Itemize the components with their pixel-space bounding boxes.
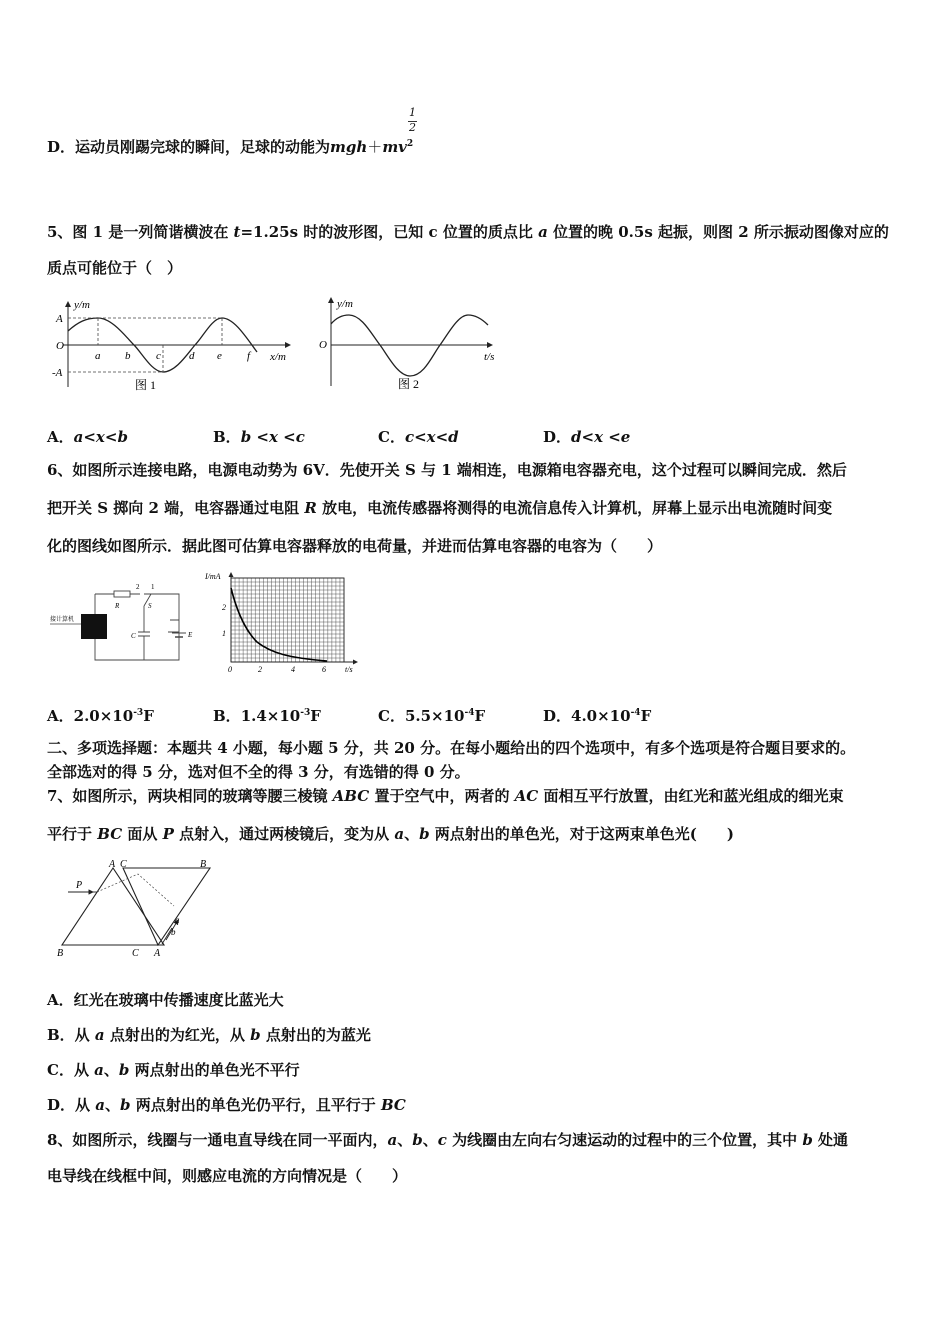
graph-xtick-4: 4 (291, 665, 295, 674)
prism-label-b2: B (200, 859, 207, 870)
q7-line1-run: AC (514, 787, 539, 805)
q6-line2-r: R (304, 499, 317, 517)
prism-label-a1: A (109, 859, 116, 870)
q6-option-c (378, 703, 485, 726)
q5-figure-1 (50, 292, 305, 394)
q4-frac-num: 1 (409, 106, 416, 119)
q5-line1-run: 位置的晚 0.5s 起振，则图 2 所示振动图像对应的 (547, 223, 889, 241)
option-letter: D． (543, 428, 572, 446)
q7-option-d-run: a (95, 1096, 105, 1114)
option-exponent: -3 (133, 708, 144, 718)
q7-prism-figure (50, 856, 220, 960)
q6-option-b (213, 703, 321, 726)
fig1-point-d: d (189, 350, 195, 362)
fig1-point-a: a (95, 350, 101, 362)
q7-option-b-run: 点射出的为红光，从 (104, 1026, 251, 1044)
section2-line2: 全部选对的得 5 分，选对但不全的得 3 分，有选错的得 0 分。 (47, 763, 470, 781)
q7-option-b-run: b (250, 1026, 261, 1044)
q4-option-d-plus: ＋ (367, 138, 383, 156)
fig2-caption: 图 2 (398, 377, 420, 391)
graph-xtick-2: 2 (258, 665, 262, 674)
graph-ytick-2: 2 (222, 603, 226, 612)
option-letter: A． (47, 707, 74, 725)
option-letter: B． (213, 428, 241, 446)
graph-xtick-0: 0 (228, 665, 232, 674)
fig1-caption: 图 1 (135, 378, 157, 392)
q6-option-a (47, 703, 154, 726)
q7-option-c-run: C．从 (47, 1061, 95, 1079)
q5-figure-2 (314, 290, 504, 394)
option-unit: F (640, 707, 652, 725)
fig1-origin: O (56, 340, 64, 352)
prism-label-a: a (175, 915, 180, 925)
q5-line2: 质点可能位于（ ） (47, 259, 183, 277)
option-text: c<x<d (404, 428, 459, 446)
q6-option-d (543, 703, 651, 726)
option-unit: F (310, 707, 321, 725)
prism-label-b1: B (57, 948, 64, 959)
circuit-s-label: S (148, 602, 152, 610)
q5-line1-run: =1.25s 时的波形图，已知 c 位置的质点比 (240, 223, 539, 241)
option-letter: A． (47, 428, 74, 446)
q7-line1 (47, 786, 843, 806)
q7-line2-run: 面从 (122, 825, 163, 843)
circuit-r-label: R (115, 602, 120, 610)
q7-option-a: A．红光在玻璃中传播速度比蓝光大 (47, 991, 284, 1009)
fig1-amp-bottom: -A (52, 367, 63, 379)
circuit-computer-label: 接计算机 (50, 617, 75, 623)
q7-option-d (47, 1095, 406, 1115)
option-exponent: -3 (300, 708, 311, 718)
q8-line1-run: b (802, 1131, 813, 1149)
q7-option-d-run: 、 (104, 1096, 120, 1114)
q7-line2-run: BC (97, 825, 123, 843)
q7-option-d-run: b (119, 1096, 131, 1114)
fig2-ylabel: y/m (337, 298, 353, 310)
q4-option-d-mgh: mgh (330, 138, 368, 156)
circuit-c-label: C (131, 632, 136, 640)
prism-label-c1: C (132, 948, 139, 959)
q5-line1-run: 5、图 1 是一列简谐横波在 (47, 223, 234, 241)
q7-line2 (47, 824, 734, 844)
fig1-point-b: b (125, 350, 131, 362)
q7-line2-run: b (419, 825, 430, 843)
option-letter: B． (213, 707, 241, 725)
q4-option-d-letter: D． (47, 138, 76, 156)
computer-box (81, 614, 107, 639)
q7-line2-run: 点射入，通过两棱镜后，变为从 (173, 825, 395, 843)
q8-line1 (47, 1130, 848, 1150)
q5-line1 (47, 222, 889, 242)
option-letter: C． (378, 428, 405, 446)
q5-option-d (543, 427, 630, 447)
q5-option-c (378, 427, 459, 447)
circuit-wires (95, 594, 179, 660)
q7-option-b-run: 点射出的为蓝光 (260, 1026, 371, 1044)
q7-option-d-run: 两点射出的单色光仍平行，且平行于 (130, 1096, 381, 1114)
circuit-t1-label: 1 (151, 583, 155, 591)
q7-option-d-run: BC (380, 1096, 406, 1114)
fig1-point-e: e (217, 350, 222, 362)
option-unit: F (143, 707, 154, 725)
q6-line1: 6、如图所示连接电路，电源电动势为 6V．先使开关 S 与 1 端相连，电源箱电容器充电，这个过程可以瞬间完成．然后 (47, 461, 847, 479)
fig1-xlabel: x/m (270, 351, 286, 363)
option-mantissa: 4.0×10 (571, 707, 631, 725)
q5-option-b (213, 427, 305, 447)
q8-line1-run: c (437, 1131, 447, 1149)
q7-line1-run: 置于空气中，两者的 (369, 787, 515, 805)
option-text: d<x <e (571, 428, 631, 446)
graph-ytick-1: 1 (222, 629, 226, 638)
graph-xtick-6: 6 (322, 665, 326, 674)
q8-line2: 电导线在线框中间，则感应电流的方向情况是（ ） (47, 1167, 408, 1185)
option-mantissa: 1.4×10 (240, 707, 301, 725)
q7-option-c-run: b (118, 1061, 130, 1079)
q7-option-c-run: 、 (103, 1061, 119, 1079)
fig2-xlabel: t/s (484, 351, 495, 363)
q6-line2-b: 放电，电流传感器将测得的电流信息传入计算机，屏幕上显示出电流随时间变 (316, 499, 833, 517)
q6-line3: 化的图线如图所示．据此图可估算电容器释放的电荷量，并进而估算电容器的电容为（ ） (47, 537, 663, 555)
fig1-point-f: f (247, 350, 251, 362)
q7-line2-run: 两点射出的单色光，对于这两束单色光( ) (429, 825, 734, 843)
q4-frac-den: 2 (409, 121, 416, 134)
q7-option-c (47, 1060, 300, 1080)
q5-option-a (47, 427, 128, 447)
q7-line2-run: a (394, 825, 405, 843)
fig1-ylabel: y/m (74, 299, 90, 311)
fig1-amp-top: A (56, 313, 63, 325)
q7-option-b (47, 1025, 371, 1045)
fig1-point-c: c (156, 350, 161, 362)
q8-line1-run: 、 (422, 1131, 438, 1149)
graph-ylabel: I/mA (205, 572, 221, 581)
q7-line1-run: 7、如图所示，两块相同的玻璃等腰三棱镜 (47, 787, 333, 805)
q8-line1-run: 、 (397, 1131, 413, 1149)
option-exponent: -4 (630, 708, 641, 718)
q8-line1-run: b (412, 1131, 423, 1149)
q7-line2-run: P (162, 825, 174, 843)
q5-line1-run: t (233, 223, 241, 241)
q7-line1-run: 面相互平行放置，由红光和蓝光组成的细光束 (538, 787, 844, 805)
q7-option-c-run: a (94, 1061, 104, 1079)
graph-xlabel: t/s (345, 665, 353, 674)
option-exponent: -4 (464, 708, 475, 718)
prism-label-b: b (171, 927, 176, 937)
fig2-origin: O (319, 339, 327, 351)
q6-graph (205, 568, 365, 680)
q5-line1-run: a (538, 223, 548, 241)
q8-line1-run: a (387, 1131, 398, 1149)
q7-line1-run: ABC (332, 787, 370, 805)
q7-option-d-run: D．从 (47, 1096, 96, 1114)
q8-line1-run: 处通 (812, 1131, 849, 1149)
circuit-e-label: E (188, 631, 193, 639)
q6-circuit (48, 580, 208, 670)
option-unit: F (474, 707, 486, 725)
circuit-t2-label: 2 (136, 583, 140, 591)
option-letter: C． (378, 707, 405, 725)
section2-line1: 二、多项选择题：本题共 4 小题，每小题 5 分，共 20 分。在每小题给出的四个选项中，有多个选项是符合题目要求的。 (47, 739, 856, 757)
q4-option-d-mv: mv (382, 138, 407, 156)
prism-label-p: P (76, 880, 83, 891)
prism-label-c2: C (120, 859, 127, 870)
q7-option-b-run: a (94, 1026, 105, 1044)
q4-option-d-text: 运动员刚踢完球的瞬间，足球的动能为 (75, 138, 331, 156)
option-text: a<x<b (73, 428, 128, 446)
resistor (114, 591, 130, 597)
prism-right (123, 868, 210, 945)
q4-option-d-sup: 2 (406, 139, 414, 149)
q8-line1-run: 8、如图所示，线圈与一通电直导线在同一平面内， (47, 1131, 388, 1149)
q7-line2-run: 、 (404, 825, 420, 843)
q6-line2-a: 把开关 S 掷向 2 端，电容器通过电阻 (47, 499, 305, 517)
q4-option-d (47, 134, 413, 157)
q8-line1-run: 为线圈由左向右匀速运动的过程中的三个位置，其中 (446, 1131, 803, 1149)
prism-label-a2: A (154, 948, 161, 959)
q6-line2 (47, 498, 832, 518)
option-mantissa: 2.0×10 (73, 707, 134, 725)
option-mantissa: 5.5×10 (404, 707, 465, 725)
q7-line2-run: 平行于 (47, 825, 98, 843)
q7-option-c-run: 两点射出的单色光不平行 (129, 1061, 300, 1079)
option-text: b <x <c (240, 428, 305, 446)
q7-option-b-run: B．从 (47, 1026, 95, 1044)
option-letter: D． (543, 707, 572, 725)
